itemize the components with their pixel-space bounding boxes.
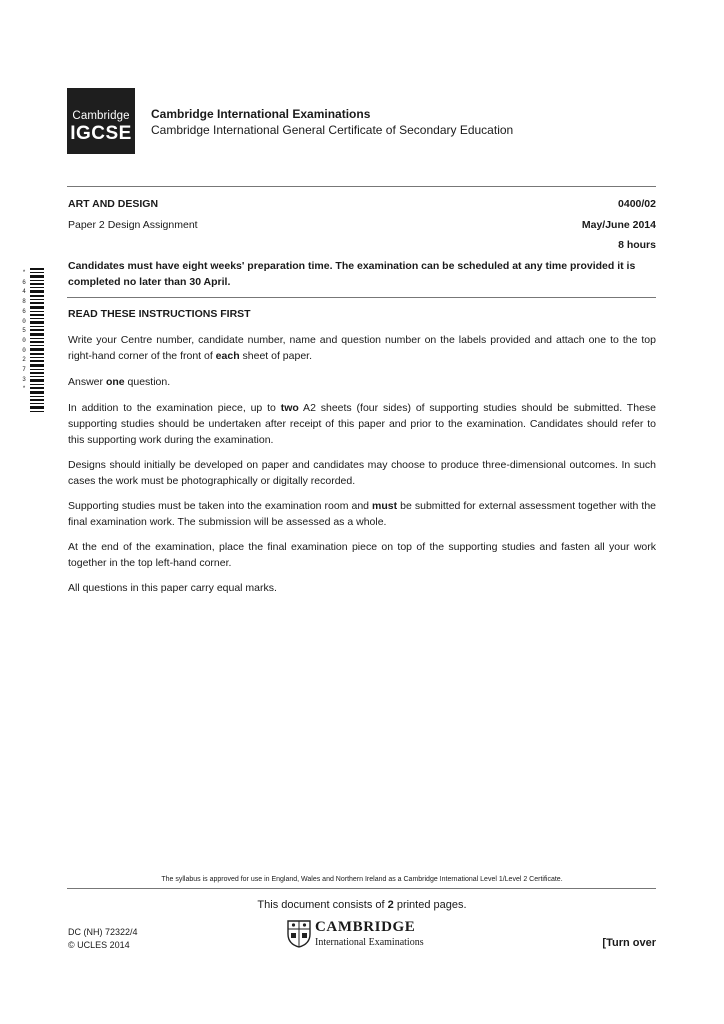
barcode-digit: 7 [22,366,26,374]
barcode-digit: 2 [22,356,26,364]
logo-line-1: Cambridge [72,110,130,122]
turn-over-label: [Turn over [602,937,656,949]
barcode-digit: 4 [22,288,26,296]
barcode-digits [20,268,28,394]
barcode-digit: 8 [22,298,26,306]
page-count-note [68,899,656,911]
instruction-paragraph-7: All questions in this paper carry equal marks. [68,582,277,594]
text: sheet of paper. [239,350,312,362]
instruction-paragraph-1 [68,332,656,364]
paper-title: Paper 2 Design Assignment [68,219,198,231]
text: Answer [68,376,106,388]
barcode-digit: 0 [22,317,26,325]
exam-session: May/June 2014 [581,219,656,231]
text: This document consists of [257,899,388,911]
cambridge-wordmark: CAMBRIDGE [315,919,416,935]
qualification-name: Cambridge International General Certificate of Secondary Education [151,123,514,137]
barcode-graphic [30,268,44,412]
instruction-paragraph-2 [68,374,656,390]
divider-footer [67,888,656,889]
divider-middle [67,297,656,298]
exam-duration: 8 hours [618,239,656,251]
instruction-paragraph-6: At the end of the examination, place the final examination piece on top of the supporting studies and fasten all your work together in the top left-hand corner. [68,541,656,569]
cambridge-subtitle: International Examinations [315,937,424,948]
barcode-digit: 0 [22,346,26,354]
instructions-title: READ THESE INSTRUCTIONS FIRST [68,308,251,320]
logo-line-2: IGCSE [70,123,132,144]
emphasis: one [105,376,125,388]
text: question. [124,376,171,388]
barcode-digit: 3 [22,375,26,383]
text: A2 sheets (four sides) of supporting studies should be submitted. These supporting studies should be undertaken after receipt of this paper and prior to the examination. Candidates should refer to this supporting work during the examination. [68,402,656,446]
subject-title: ART AND DESIGN [68,198,159,210]
text: Write your Centre number, candidate number, name and question number on the labels provided and attach one to the top right-hand corner of the front of [68,334,656,362]
paper-code: 0400/02 [618,198,656,210]
text: Supporting studies must be taken into the examination room and [68,500,373,512]
barcode-digit: 6 [22,278,26,286]
text: be submitted for external assessment together with the final examination work. The submission will be assessed as a whole. [68,500,656,528]
instruction-paragraph-5 [68,498,656,530]
barcode-digit: * [22,385,26,393]
barcode-digit: 6 [22,307,26,315]
document-codes [68,926,138,952]
barcode-digit: * [22,269,26,276]
cambridge-crest-icon [287,920,311,948]
syllabus-note: The syllabus is approved for use in England, Wales and Northern Ireland as a Cambridge International Level 1/Level 2 Certificate. [161,876,563,883]
copyright: © UCLES 2014 [68,940,130,950]
instruction-paragraph-3 [68,400,656,448]
cambridge-igcse-logo [67,88,135,154]
text: printed pages. [393,899,467,911]
page-count: 2 [387,899,394,911]
barcode-digit: 5 [22,327,26,335]
emphasis: two [280,402,299,414]
barcode-digit: 0 [22,336,26,344]
dc-code: DC (NH) 72322/4 [68,927,138,937]
emphasis: must [372,500,398,512]
exam-board-name: Cambridge International Examinations [151,107,371,121]
preparation-notice: Candidates must have eight weeks' preparation time. The examination can be scheduled at any time provided it is completed no later than 30 April. [68,260,636,288]
text: In addition to the examination piece, up to [68,402,281,414]
divider-top [67,186,656,187]
emphasis: each [215,350,240,362]
instruction-paragraph-4: Designs should initially be developed on paper and candidates may choose to produce three-dimensional outcomes. In such cases the work must be photographically or digitally recorded. [68,459,656,487]
